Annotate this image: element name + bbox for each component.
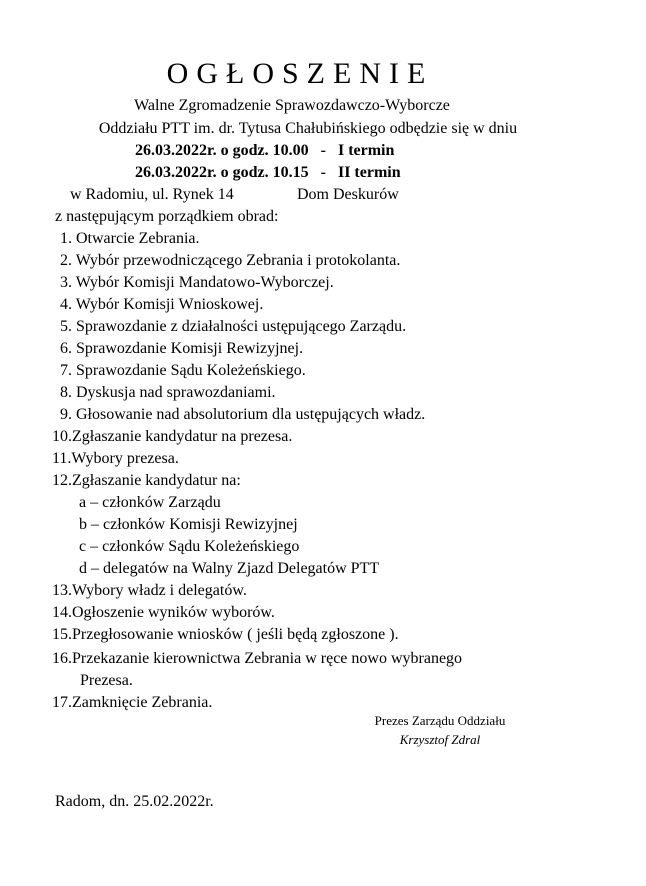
item-text: Głosowanie nad absolutorium dla ustępujących władz. <box>76 406 426 423</box>
agenda-item <box>60 273 334 293</box>
agenda-item-continuation: Prezesa. <box>80 672 133 689</box>
assembly-name: Walne Zgromadzenie Sprawozdawczo-Wyborcze <box>134 97 450 114</box>
item-text: Wybory władz i delegatów. <box>72 582 247 599</box>
agenda-item <box>60 229 199 249</box>
agenda-item <box>60 361 306 381</box>
item-text: Otwarcie Zebrania. <box>76 230 200 247</box>
place-and-date: Radom, dn. 25.02.2022r. <box>55 793 214 810</box>
agenda-item <box>52 625 399 645</box>
item-number: 4. <box>60 296 72 313</box>
item-number: 17. <box>52 694 72 711</box>
item-number: 13. <box>52 582 72 599</box>
item-text: Wybór Komisji Wnioskowej. <box>75 296 264 313</box>
item-text: Sprawozdanie z działalności ustępującego Zarządu. <box>76 318 407 335</box>
item-text: Zgłaszanie kandydatur na prezesa. <box>72 428 293 445</box>
item-number: 12. <box>52 472 72 489</box>
signature-name: Krzysztof Zdral <box>399 732 481 747</box>
agenda-item <box>52 649 462 669</box>
item-number: 15. <box>52 626 72 643</box>
item-number: 16. <box>52 650 72 667</box>
item-number: 3. <box>60 274 72 291</box>
agenda-item <box>52 603 275 623</box>
agenda-item <box>52 471 241 491</box>
item-text: Wybór przewodniczącego Zebrania i protokolanta. <box>75 252 401 269</box>
item-number: 5. <box>60 318 72 335</box>
notice-title: OGŁOSZENIE <box>166 57 434 90</box>
agenda-item <box>60 339 303 359</box>
agenda-item <box>60 295 263 315</box>
second-term: 26.03.2022r. o godz. 10.15 - II termin <box>135 164 401 181</box>
item-number: 9. <box>60 406 72 423</box>
item-text: Przekazanie kierownictwa Zebrania w ręce nowo wybranego <box>72 650 463 667</box>
item-text: Zamknięcie Zebrania. <box>72 694 213 711</box>
agenda-item <box>60 383 276 403</box>
item-text: Wybory prezesa. <box>71 450 179 467</box>
item-text: Sprawozdanie Sądu Koleżeńskiego. <box>76 362 306 379</box>
agenda-item <box>60 405 425 425</box>
agenda-item <box>52 449 179 469</box>
sub-item: c – członków Sądu Koleżeńskiego <box>79 538 300 555</box>
agenda-item <box>60 317 406 337</box>
meeting-place: w Radomiu, ul. Rynek 14 <box>70 186 234 203</box>
item-number: 7. <box>60 362 72 379</box>
agenda-item <box>52 581 247 601</box>
item-number: 14. <box>52 604 72 621</box>
item-number: 8. <box>60 384 72 401</box>
sub-item: d – delegatów na Walny Zjazd Delegatów PTT <box>79 560 380 577</box>
agenda-item <box>52 427 292 447</box>
item-number: 10. <box>52 428 72 445</box>
item-number: 6. <box>60 340 72 357</box>
item-text: Dyskusja nad sprawozdaniami. <box>76 384 276 401</box>
item-text: Zgłaszanie kandydatur na: <box>72 472 241 489</box>
item-text: Sprawozdanie Komisji Rewizyjnej. <box>76 340 304 357</box>
sub-item: b – członków Komisji Rewizyjnej <box>79 516 298 533</box>
item-text: Wybór Komisji Mandatowo-Wyborczej. <box>75 274 334 291</box>
first-term: 26.03.2022r. o godz. 10.00 - I termin <box>135 142 395 159</box>
meeting-venue: Dom Deskurów <box>297 186 399 203</box>
agenda-intro: z następującym porządkiem obrad: <box>55 208 279 225</box>
item-number: 2. <box>60 252 72 269</box>
sub-item: a – członków Zarządu <box>79 494 221 511</box>
signature-role: Prezes Zarządu Oddziału <box>374 713 506 728</box>
agenda-item <box>60 251 400 271</box>
item-number: 11. <box>52 450 72 467</box>
agenda-item <box>52 693 212 713</box>
branch-name: Oddziału PTT im. dr. Tytusa Chałubińskiego odbędzie się w dniu <box>98 120 518 137</box>
item-text: Przegłosowanie wniosków ( jeśli będą zgłoszone ). <box>72 626 399 643</box>
item-number: 1. <box>60 230 72 247</box>
item-text: Ogłoszenie wyników wyborów. <box>72 604 275 621</box>
